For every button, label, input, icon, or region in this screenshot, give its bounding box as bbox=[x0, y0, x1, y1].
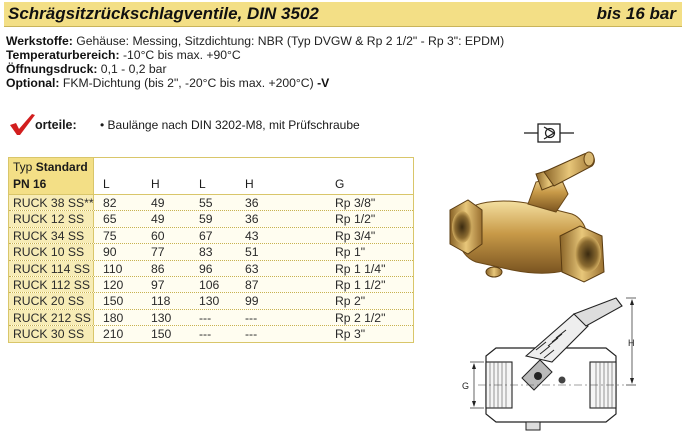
table-cell: 90 bbox=[103, 245, 117, 260]
table-cell: 55 bbox=[199, 196, 213, 210]
table-row bbox=[9, 244, 413, 260]
table-header bbox=[9, 158, 413, 195]
column-header-h2: H bbox=[245, 177, 254, 191]
specifications bbox=[6, 34, 504, 90]
spec-label: Werkstoffe: bbox=[6, 34, 73, 48]
spec-label: Optional: bbox=[6, 76, 60, 90]
table-cell: 63 bbox=[245, 261, 259, 276]
header-standard-label: Standard bbox=[35, 160, 88, 174]
table-cell: Rp 3" bbox=[335, 327, 366, 342]
table-cell: 83 bbox=[199, 245, 213, 260]
table-row bbox=[9, 277, 413, 293]
spec-optional bbox=[6, 76, 504, 90]
table-row bbox=[9, 310, 413, 326]
type-cell: RUCK 20 SS bbox=[13, 294, 85, 309]
table-cell: 210 bbox=[103, 327, 124, 342]
table-cell: 150 bbox=[103, 294, 124, 309]
spec-materials bbox=[6, 34, 504, 48]
table-row bbox=[9, 261, 413, 277]
page-title: Schrägsitzrückschlagventile, DIN 3502 bbox=[8, 4, 319, 23]
table-cell: Rp 3/4" bbox=[335, 228, 376, 243]
valve-photo bbox=[432, 148, 622, 290]
table-cell: 77 bbox=[151, 245, 165, 260]
table-cell: Rp 2 1/2" bbox=[335, 310, 386, 325]
table-cell: 65 bbox=[103, 212, 117, 227]
table-cell: Rp 1 1/2" bbox=[335, 277, 386, 292]
table-cell: 51 bbox=[245, 245, 259, 260]
spec-value: -10°C bis max. +90°C bbox=[119, 48, 241, 62]
type-cell: RUCK 114 SS bbox=[13, 261, 90, 276]
spec-label: Temperaturbereich: bbox=[6, 48, 120, 62]
column-header-g: G bbox=[335, 177, 345, 191]
table-cell: --- bbox=[199, 327, 212, 342]
pressure-rating: bis 16 bar bbox=[596, 4, 676, 23]
spec-temperature bbox=[6, 48, 504, 62]
table-cell: 49 bbox=[151, 212, 165, 227]
table-row bbox=[9, 195, 413, 211]
header-type bbox=[13, 160, 88, 174]
table-cell: --- bbox=[245, 327, 258, 342]
dimension-label-g: G bbox=[462, 381, 470, 391]
title-bar bbox=[4, 2, 682, 27]
table-cell: Rp 1/2" bbox=[335, 212, 376, 227]
table-cell: 130 bbox=[199, 294, 220, 309]
checkmark-icon bbox=[8, 112, 36, 136]
advantages-text: • Baulänge nach DIN 3202-M8, mit Prüfschraube bbox=[100, 118, 360, 132]
table-row bbox=[9, 211, 413, 227]
table-cell: 75 bbox=[103, 228, 117, 243]
column-header-h: H bbox=[151, 177, 160, 191]
type-cell: RUCK 212 SS bbox=[13, 310, 91, 325]
check-valve-symbol-icon bbox=[524, 122, 574, 144]
dimension-label-h: H bbox=[628, 338, 635, 348]
table-row bbox=[9, 326, 413, 341]
technical-drawing bbox=[456, 296, 684, 440]
table-cell: 43 bbox=[245, 228, 259, 243]
table-cell: 36 bbox=[245, 212, 259, 227]
table-cell: 87 bbox=[245, 277, 259, 292]
table-cell: 59 bbox=[199, 212, 213, 227]
table-cell: 120 bbox=[103, 277, 124, 292]
table-cell: 110 bbox=[103, 261, 123, 276]
table-cell: Rp 1 1/4" bbox=[335, 261, 386, 276]
table-cell: 49 bbox=[151, 196, 165, 210]
table-cell: Rp 3/8" bbox=[335, 196, 376, 210]
table-cell: 150 bbox=[151, 327, 172, 342]
type-cell: RUCK 38 SS** bbox=[13, 196, 94, 210]
type-cell: RUCK 112 SS bbox=[13, 277, 90, 292]
type-cell: RUCK 34 SS bbox=[13, 228, 85, 243]
table-cell: 97 bbox=[151, 277, 165, 292]
table-cell: Rp 2" bbox=[335, 294, 366, 309]
table-cell: 82 bbox=[103, 196, 117, 210]
table-row bbox=[9, 293, 413, 309]
table-cell: 36 bbox=[245, 196, 259, 210]
table-body bbox=[9, 195, 413, 342]
table-cell: 106 bbox=[199, 277, 220, 292]
table-cell: 96 bbox=[199, 261, 213, 276]
table-cell: 180 bbox=[103, 310, 124, 325]
spec-suffix: -V bbox=[317, 76, 330, 90]
header-typ-label: Typ bbox=[13, 160, 33, 174]
spec-opening-pressure bbox=[6, 62, 504, 76]
spec-value: Gehäuse: Messing, Sitzdichtung: NBR (Typ DVGW & Rp 2 1/2" - Rp 3": EPDM) bbox=[72, 34, 505, 48]
dimensions-table bbox=[8, 157, 414, 343]
column-header-l2: L bbox=[199, 177, 206, 191]
table-cell: Rp 1" bbox=[335, 245, 366, 260]
spec-value: 0,1 - 0,2 bar bbox=[97, 62, 167, 76]
column-header-l: L bbox=[103, 177, 110, 191]
header-pn: PN 16 bbox=[13, 177, 47, 191]
table-cell: 60 bbox=[151, 228, 165, 243]
table-cell: --- bbox=[245, 310, 258, 325]
type-cell: RUCK 12 SS bbox=[13, 212, 85, 227]
type-cell: RUCK 10 SS bbox=[13, 245, 85, 260]
advantages-label: orteile: bbox=[35, 118, 77, 132]
table-cell: 130 bbox=[151, 310, 172, 325]
table-cell: --- bbox=[199, 310, 212, 325]
type-cell: RUCK 30 SS bbox=[13, 327, 85, 342]
table-cell: 99 bbox=[245, 294, 259, 309]
spec-label: Öffnungsdruck: bbox=[6, 62, 98, 76]
table-cell: 118 bbox=[151, 294, 171, 309]
table-row bbox=[9, 228, 413, 244]
table-cell: 67 bbox=[199, 228, 213, 243]
spec-value: FKM-Dichtung (bis 2", -20°C bis max. +200°C) bbox=[59, 76, 318, 90]
table-cell: 86 bbox=[151, 261, 165, 276]
